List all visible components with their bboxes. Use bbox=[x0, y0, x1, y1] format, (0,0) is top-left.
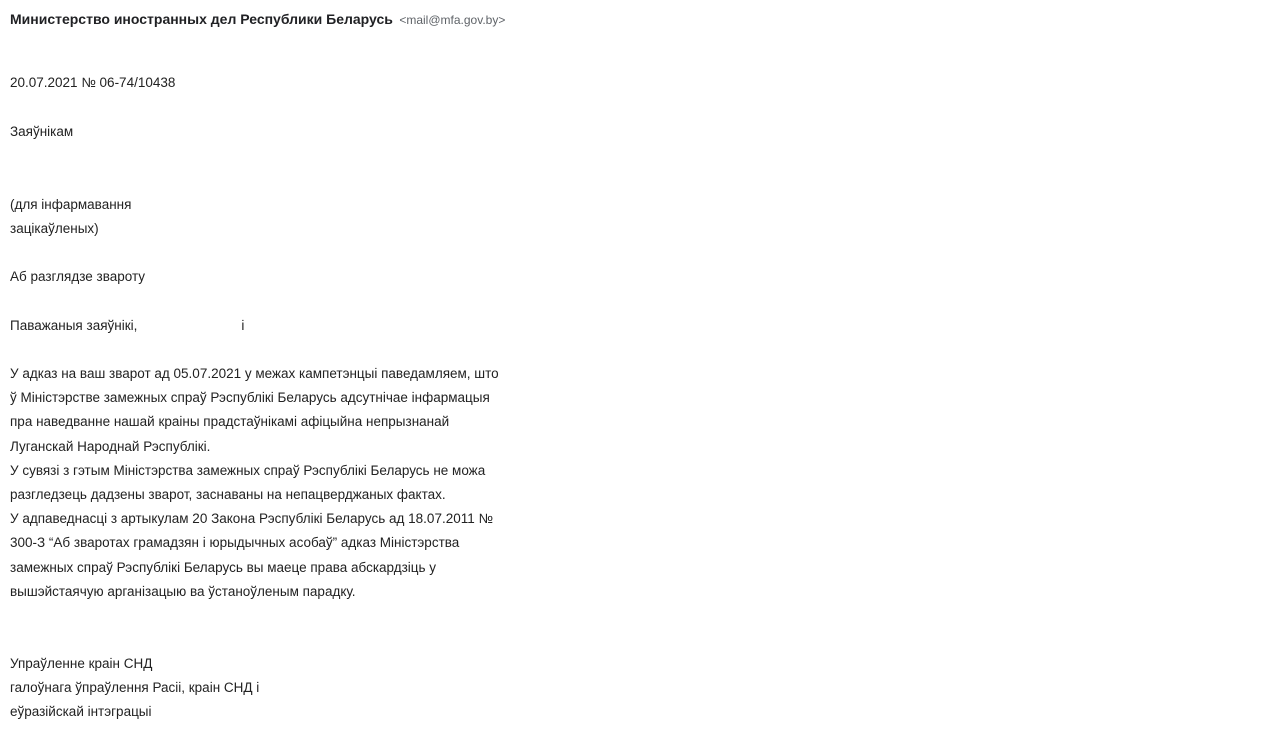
body-line: пра наведванне нашай краіны прадстаўнікамі афіцыйна непрызнанай bbox=[10, 414, 450, 430]
body-line: У сувязі з гэтым Міністэрства замежных спраў Рэспублікі Беларусь не можа bbox=[10, 462, 486, 478]
body-line: Луганскай Народнай Рэспублікі. bbox=[10, 438, 211, 454]
email-header bbox=[10, 11, 505, 29]
email-subject: Аб разглядзе звароту bbox=[10, 269, 146, 284]
letter-body bbox=[10, 362, 499, 604]
body-line: У адказ на ваш зварот ад 05.07.2021 у межах кампетэнцыі паведамляем, што bbox=[10, 366, 499, 381]
greeting-text: Паважаныя заяўнікі, bbox=[10, 318, 138, 333]
signature-line: еўразійскай інтэграцыі bbox=[10, 704, 152, 720]
body-line: ў Міністэрстве замежных спраў Рэспублікі Беларусь адсутнічае інфармацыя bbox=[10, 390, 490, 406]
greeting-tail: і bbox=[241, 318, 245, 333]
info-note-line: зацікаўленых) bbox=[10, 221, 99, 237]
body-line: вышэйстаячую арганізацыю ва ўстаноўленым парадку. bbox=[10, 583, 356, 599]
sender-email[interactable]: <mail@mfa.gov.by> bbox=[399, 13, 506, 27]
sender-name[interactable]: Министерство иностранных дел Республики Беларусь bbox=[10, 11, 393, 27]
body-line: замежных спраў Рэспублікі Беларусь вы маеце права абскардзіць у bbox=[10, 559, 437, 575]
info-note bbox=[10, 193, 131, 241]
body-line: разгледзець дадзены зварот, заснаваны на непацверджаных фактах. bbox=[10, 487, 446, 503]
body-line: У адпаведнасці з артыкулам 20 Закона Рэспублікі Беларусь ад 18.07.2011 № bbox=[10, 511, 493, 527]
reference-number: 20.07.2021 № 06-74/10438 bbox=[10, 75, 176, 90]
signature-block bbox=[10, 652, 259, 725]
body-line: 300-З “Аб зваротах грамадзян і юрыдычных асобаў” адказ Міністэрства bbox=[10, 535, 460, 551]
greeting bbox=[10, 314, 244, 338]
signature-line: Упраўленне краін СНД bbox=[10, 656, 153, 671]
info-note-line: (для інфармавання bbox=[10, 197, 132, 212]
addressee: Заяўнікам bbox=[10, 124, 74, 139]
signature-line: галоўнага ўпраўлення Расіі, краін СНД і bbox=[10, 680, 260, 696]
